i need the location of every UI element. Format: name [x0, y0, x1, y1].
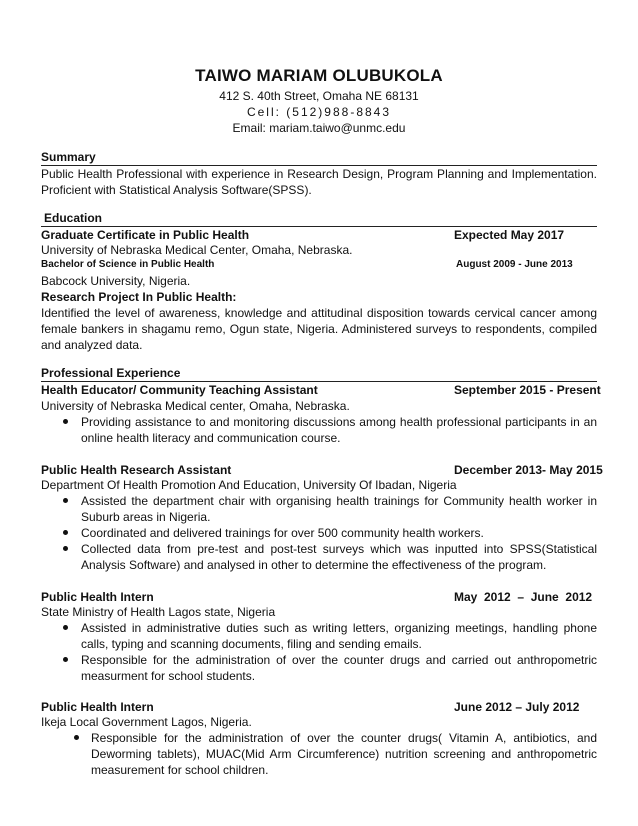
- job-2-bullets: [41, 493, 597, 573]
- bullet-icon: [63, 419, 68, 424]
- job-2-header: [41, 462, 603, 478]
- degree-2: Bachelor of Science in Public Health: [41, 259, 215, 270]
- list-item: [41, 493, 597, 525]
- bullet-icon: [74, 735, 79, 740]
- list-item: [41, 541, 597, 573]
- job-1-dates: September 2015 - Present: [454, 383, 601, 397]
- research-project-title: Research Project In Public Health:: [41, 290, 237, 304]
- education-entry-1: [41, 227, 597, 243]
- bullet-text: Coordinated and delivered trainings for over 500 community health workers.: [81, 526, 484, 540]
- education-entry-2: [41, 257, 597, 273]
- school-2: Babcock University, Nigeria.: [41, 274, 191, 288]
- summary-heading: Summary: [41, 150, 597, 166]
- bullet-text: Assisted in administrative duties such as writing letters, organizing meetings, handling phone calls, typing and scanning documents, filing and sending emails.: [81, 621, 597, 651]
- job-1-role: Health Educator/ Community Teaching Assistant: [41, 383, 318, 397]
- research-project-text: Identified the level of awareness, knowledge and attitudinal disposition towards cervical cancer among female bankers in shagamu remo, Ogun state, Nigeria. Administered surveys to respondents, compiled and analyzed data.: [41, 306, 597, 352]
- job-4-dates: June 2012 – July 2012: [454, 700, 580, 714]
- job-1-bullets: [41, 414, 597, 446]
- job-1-header: [41, 382, 601, 398]
- job-3-header: [41, 589, 597, 605]
- bullet-text: Providing assistance to and monitoring discussions among health professional participants in an online health literacy and communication course.: [81, 415, 597, 445]
- bullet-text: Assisted the department chair with organising health trainings for Community health worker in Suburb areas in Nigeria.: [81, 494, 597, 524]
- list-item: [41, 620, 597, 652]
- bullet-icon: [63, 546, 68, 551]
- list-item: [41, 414, 597, 446]
- job-3-role: Public Health Intern: [41, 590, 154, 604]
- summary-text: Public Health Professional with experience in Research Design, Program Planning and Implementation. Proficient with Statistical Analysis Software(SPSS).: [41, 167, 597, 197]
- research-project-heading: [41, 289, 597, 305]
- job-2-role: Public Health Research Assistant: [41, 463, 232, 477]
- job-2-org: Department Of Health Promotion And Education, University Of Ibadan, Nigeria: [41, 478, 457, 492]
- job-4-bullets: [41, 730, 597, 778]
- job-3-dates: May 2012 – June 2012: [454, 590, 593, 604]
- bullet-icon: [63, 498, 68, 503]
- list-item: [41, 730, 597, 778]
- degree-1-date: Expected May 2017: [454, 228, 565, 242]
- degree-1: Graduate Certificate in Public Health: [41, 228, 250, 242]
- candidate-name: TAIWO MARIAM OLUBUKOLA: [195, 66, 443, 85]
- job-3-bullets: [41, 620, 597, 684]
- job-4-header: [41, 699, 597, 715]
- bullet-text: Responsible for the administration of over the counter drugs( Vitamin A, antibiotics, and Deworming tablets), MUAC(Mid Arm Circumference) nutrition screening and anthropometric measurement for school children.: [91, 731, 597, 777]
- degree-2-date: August 2009 - June 2013: [456, 259, 573, 270]
- list-item: [41, 652, 597, 684]
- bullet-icon: [63, 625, 68, 630]
- bullet-icon: [63, 657, 68, 662]
- address-line: 412 S. 40th Street, Omaha NE 68131: [219, 89, 419, 103]
- job-3-org: State Ministry of Health Lagos state, Nigeria: [41, 605, 276, 619]
- school-1: University of Nebraska Medical Center, Omaha, Nebraska.: [41, 243, 353, 257]
- experience-heading: Professional Experience: [41, 366, 597, 382]
- job-4-org: Ikeja Local Government Lagos, Nigeria.: [41, 715, 252, 729]
- job-4-role: Public Health Intern: [41, 700, 154, 714]
- phone-line: Cell: (512)988-8843: [246, 105, 392, 119]
- bullet-icon: [63, 530, 68, 535]
- list-item: [41, 525, 597, 541]
- email-line: Email: mariam.taiwo@unmc.edu: [232, 121, 406, 135]
- bullet-text: Collected data from pre-test and post-test surveys which was inputted into SPSS(Statistical Analysis Software) and analysed in other to determine the effectiveness of the program.: [81, 542, 597, 572]
- bullet-text: Responsible for the administration of over the counter drugs and carried out anthropometric measurment for school students.: [81, 653, 597, 683]
- job-1-org: University of Nebraska Medical center, Omaha, Nebraska.: [41, 399, 350, 413]
- education-heading: Education: [41, 211, 597, 227]
- job-2-dates: December 2013- May 2015: [454, 463, 603, 477]
